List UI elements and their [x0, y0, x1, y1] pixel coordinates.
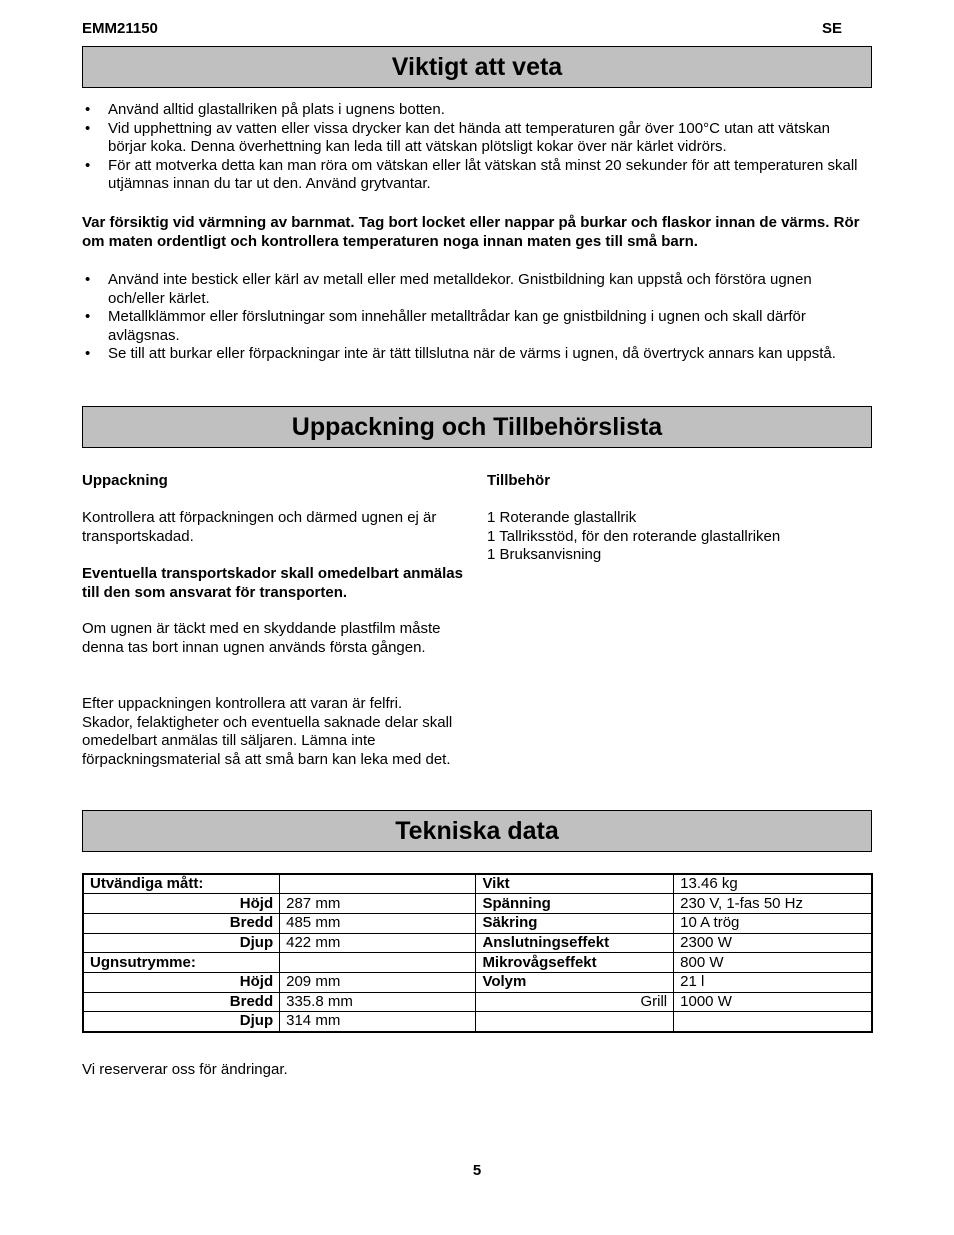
table-cell: Bredd [83, 913, 280, 933]
disclaimer-note: Vi reserverar oss för ändringar. [82, 1061, 288, 1078]
table-cell: 800 W [674, 953, 872, 973]
bullet-list-1 [82, 101, 872, 194]
table-cell: 209 mm [280, 972, 476, 992]
list-item: • Använd inte bestick eller kärl av metall eller med metalldekor. Gnistbildning kan uppstå och förstöra ugnen och/eller kärlet. [82, 271, 872, 308]
table-cell: 230 V, 1-fas 50 Hz [674, 894, 872, 914]
tillbehor-item: 1 Roterande glastallrik [487, 509, 637, 526]
table-cell [674, 1012, 872, 1032]
table-cell: 485 mm [280, 913, 476, 933]
table-row [83, 1012, 872, 1032]
table-cell: 422 mm [280, 933, 476, 953]
list-item: • Använd alltid glastallriken på plats i ugnens botten. [82, 101, 872, 120]
table-cell: Ugnsutrymme: [83, 953, 280, 973]
table-row [83, 894, 872, 914]
model-number: EMM21150 [82, 20, 158, 37]
table-cell: Höjd [83, 972, 280, 992]
warning-text: Var försiktig vid värmning av barnmat. Tag bort locket eller nappar på burkar och flaskor innan de värms. Rör om maten ordentligt och kontrollera temperaturen noga innan maten ges till små barn. [82, 214, 860, 250]
section-title-uppackning: Uppackning och Tillbehörslista [82, 406, 872, 448]
list-item: • Vid upphettning av vatten eller vissa drycker kan det hända att temperaturen går över 100°C utan att vätskan börjar koka. Denna överhettning kan leda till att vätskan plötsligt kokar över när kärlet vidrörs. [82, 120, 872, 157]
table-cell: Mikrovågseffekt [476, 953, 674, 973]
table-cell: Grill [476, 992, 674, 1012]
table-cell: Höjd [83, 894, 280, 914]
table-cell: Djup [83, 1012, 280, 1032]
technical-data-table [82, 873, 873, 1033]
table-cell: Utvändiga mått: [83, 874, 280, 894]
table-cell: Anslutningseffekt [476, 933, 674, 953]
table-cell: 287 mm [280, 894, 476, 914]
table-cell: 21 l [674, 972, 872, 992]
table-cell: Bredd [83, 992, 280, 1012]
section-title-tekniska: Tekniska data [82, 810, 872, 852]
table-cell [476, 1012, 674, 1032]
uppackning-paragraph-2: Eventuella transportskador skall omedelbart anmälas till den som ansvarat för transporten. [82, 565, 463, 601]
tillbehor-item: 1 Tallriksstöd, för den roterande glastallriken [487, 527, 781, 545]
table-cell: Volym [476, 972, 674, 992]
table-cell: 10 A trög [674, 913, 872, 933]
table-cell: Djup [83, 933, 280, 953]
uppackning-paragraph-3: Om ugnen är täckt med en skyddande plastfilm måste denna tas bort innan ugnen används första gången. [82, 620, 441, 656]
table-cell [280, 874, 476, 894]
tillbehor-heading: Tillbehör [487, 472, 551, 489]
bullet-list-2 [82, 271, 872, 364]
uppackning-paragraph-4: Efter uppackningen kontrollera att varan är felfri. Skador, felaktigheter och eventuella saknade delar skall omedelbart anmälas till säljaren. Lämna inte förpackningsmaterial så att små barn kan leka med det. [82, 695, 453, 768]
uppackning-heading: Uppackning [82, 472, 168, 489]
table-row [83, 874, 872, 894]
list-item: • För att motverka detta kan man röra om vätskan eller låt vätskan stå minst 20 sekunder för att temperaturen skall utjämnas innan du tar ut den. Använd grytvantar. [82, 157, 872, 194]
tillbehor-item: 1 Bruksanvisning [487, 546, 602, 563]
table-cell: 335.8 mm [280, 992, 476, 1012]
page-number: 5 [472, 1162, 482, 1179]
table-row [83, 933, 872, 953]
uppackning-paragraph-1: Kontrollera att förpackningen och därmed ugnen ej är transportskadad. [82, 509, 437, 545]
language-code: SE [822, 20, 843, 37]
table-row [83, 992, 872, 1012]
table-cell: Vikt [476, 874, 674, 894]
section-title-viktigt: Viktigt att veta [82, 46, 872, 88]
table-cell: 1000 W [674, 992, 872, 1012]
table-row [83, 913, 872, 933]
table-cell [280, 953, 476, 973]
table-row [83, 953, 872, 973]
table-cell: 314 mm [280, 1012, 476, 1032]
list-item: • Se till att burkar eller förpackningar inte är tätt tillslutna när de värms i ugnen, då övertryck annars kan uppstå. [82, 345, 872, 364]
table-cell: Spänning [476, 894, 674, 914]
table-row [83, 972, 872, 992]
table-cell: Säkring [476, 913, 674, 933]
list-item: • Metallklämmor eller förslutningar som innehåller metalltrådar kan ge gnistbildning i ugnen och skall därför avlägsnas. [82, 308, 872, 345]
table-cell: 13.46 kg [674, 874, 872, 894]
table-cell: 2300 W [674, 933, 872, 953]
